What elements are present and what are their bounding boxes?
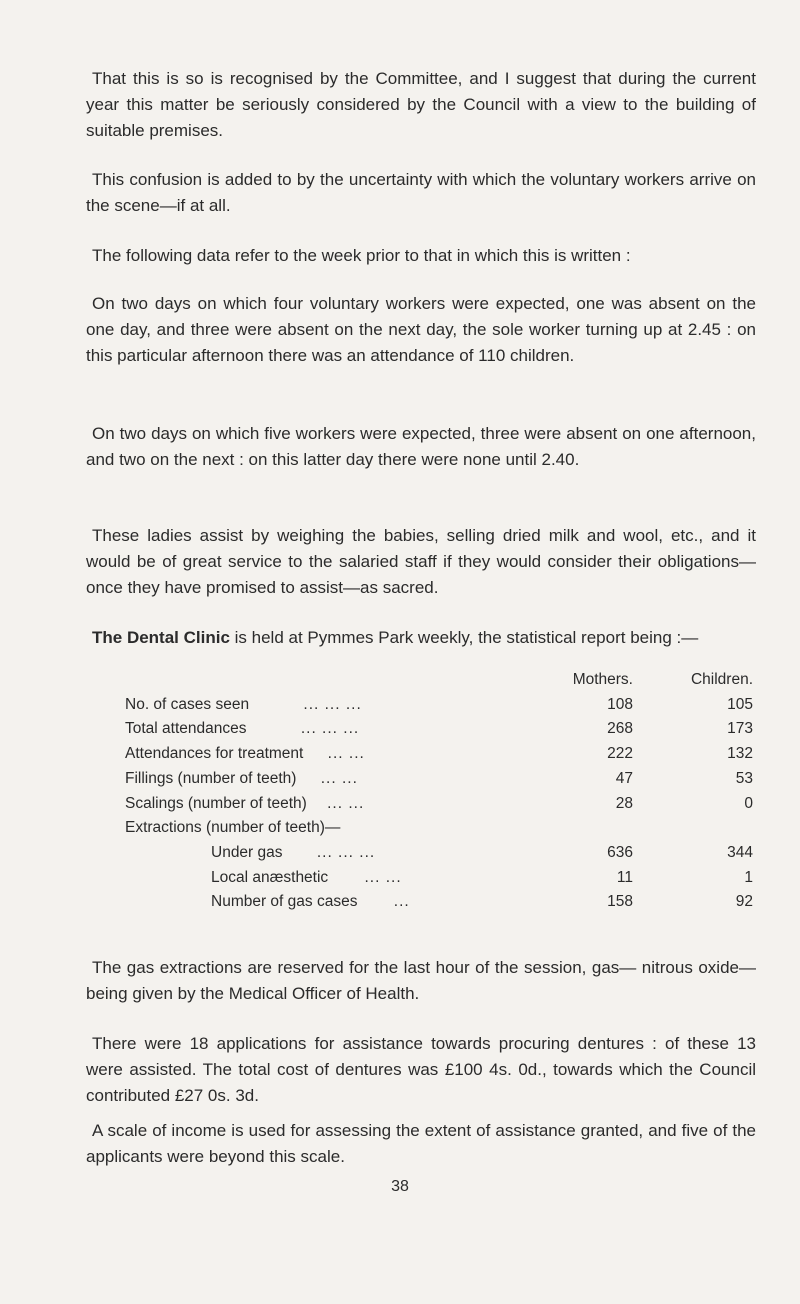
row-label-text: Under gas (211, 843, 283, 861)
row-label (125, 841, 549, 866)
paragraph-dentures: There were 18 applications for assistance towards procuring dentures : of these 13 were assisted. The total cost of dentures was £100 4s. 0d., towards which the Council contributed £27 0s. 3d. (86, 1034, 756, 1105)
dental-statistics-table (125, 668, 753, 915)
table-header-mothers: Mothers. (572, 671, 633, 688)
cell-children: 92 (735, 893, 753, 911)
row-leader: ... ... (320, 769, 358, 787)
paragraph-confusion: This confusion is added to by the uncertainty with which the voluntary workers arrive on the scene—if at all. (86, 170, 756, 215)
paragraph-four-workers: On two days on which four voluntary workers were expected, one was absent on the one day, and three were absent on the next day, the sole worker turning up at 2.45 : on this particular afternoon there was an attendance of 110 children. (86, 294, 756, 365)
row-label-text: Fillings (number of teeth) (125, 769, 297, 787)
row-label (125, 792, 549, 817)
row-leader: ... ... (364, 868, 402, 886)
cell-mothers: 158 (607, 893, 633, 911)
table-row (125, 890, 753, 915)
row-label-text: Local anæsthetic (211, 868, 329, 886)
cell-mothers: 108 (607, 695, 633, 713)
row-leader: ... ... (327, 745, 365, 763)
row-leader: ... (393, 893, 410, 911)
paragraph-gas-extractions: The gas extractions are reserved for the last hour of the session, gas— nitrous oxide—being given by the Medical Officer of Health. (86, 958, 756, 1003)
cell-children: 105 (727, 695, 753, 713)
row-leader: ... ... (327, 794, 365, 812)
dental-clinic-heading: The Dental Clinic (92, 628, 230, 647)
row-leader: ... ... ... (300, 720, 360, 738)
cell-mothers: 268 (607, 720, 633, 738)
cell-mothers: 222 (607, 745, 633, 763)
table-row (125, 866, 753, 891)
paragraph-income-scale: A scale of income is used for assessing the extent of assistance granted, and five of the applicants were beyond this scale. (86, 1121, 756, 1166)
row-label-text: Attendances for treatment (125, 745, 304, 763)
row-label-text: Number of gas cases (211, 893, 358, 911)
table-row (125, 717, 753, 742)
paragraph-dental-clinic (86, 625, 756, 651)
row-leader: ... ... ... (303, 695, 362, 713)
row-label-text: No. of cases seen (125, 695, 250, 713)
table-header-blank (125, 668, 549, 693)
cell-mothers (549, 816, 633, 841)
paragraph-ladies-assist: These ladies assist by weighing the babies, selling dried milk and wool, etc., and it would be of great service to the salaried staff if they would consider their obligations—once they have promised to assist—as sacred. (86, 526, 756, 597)
paragraph-premises: That this is so is recognised by the Committee, and I suggest that during the current year this matter be seriously considered by the Council with a view to the building of suitable premises. (86, 69, 756, 140)
paragraph-data-intro: The following data refer to the week prior to that in which this is written : (92, 246, 631, 265)
table-row (125, 792, 753, 817)
table-row (125, 742, 753, 767)
cell-mothers: 28 (615, 794, 633, 812)
cell-children: 344 (727, 843, 753, 861)
row-label (125, 767, 549, 792)
cell-mothers: 636 (607, 843, 633, 861)
row-label-text: Total attendances (125, 720, 247, 738)
table-row (125, 767, 753, 792)
table-row (125, 841, 753, 866)
cell-children: 132 (727, 745, 753, 763)
table-row (125, 693, 753, 718)
dental-clinic-text: is held at Pymmes Park weekly, the statistical report being :— (229, 628, 699, 647)
row-label (125, 816, 549, 841)
row-label-text: Extractions (number of teeth)— (125, 819, 341, 837)
row-label (125, 742, 549, 767)
cell-children: 0 (744, 794, 753, 812)
cell-mothers: 47 (615, 769, 633, 787)
row-label-text: Scalings (number of teeth) (125, 794, 307, 812)
cell-children: 1 (744, 868, 753, 886)
table-row (125, 816, 753, 841)
table-header-children: Children. (690, 671, 753, 688)
cell-children: 173 (727, 720, 753, 738)
row-label (125, 717, 549, 742)
cell-children: 53 (735, 769, 753, 787)
row-label (125, 693, 549, 718)
cell-mothers: 11 (616, 868, 633, 886)
page-number: 38 (391, 1178, 409, 1195)
table-header-row (125, 668, 753, 693)
row-label (125, 866, 549, 891)
cell-children (633, 816, 753, 841)
paragraph-five-workers: On two days on which five workers were expected, three were absent on one afternoon, and two on the next : on this latter day there were none until 2.40. (86, 424, 756, 469)
row-leader: ... ... ... (316, 843, 376, 861)
row-label (125, 890, 549, 915)
